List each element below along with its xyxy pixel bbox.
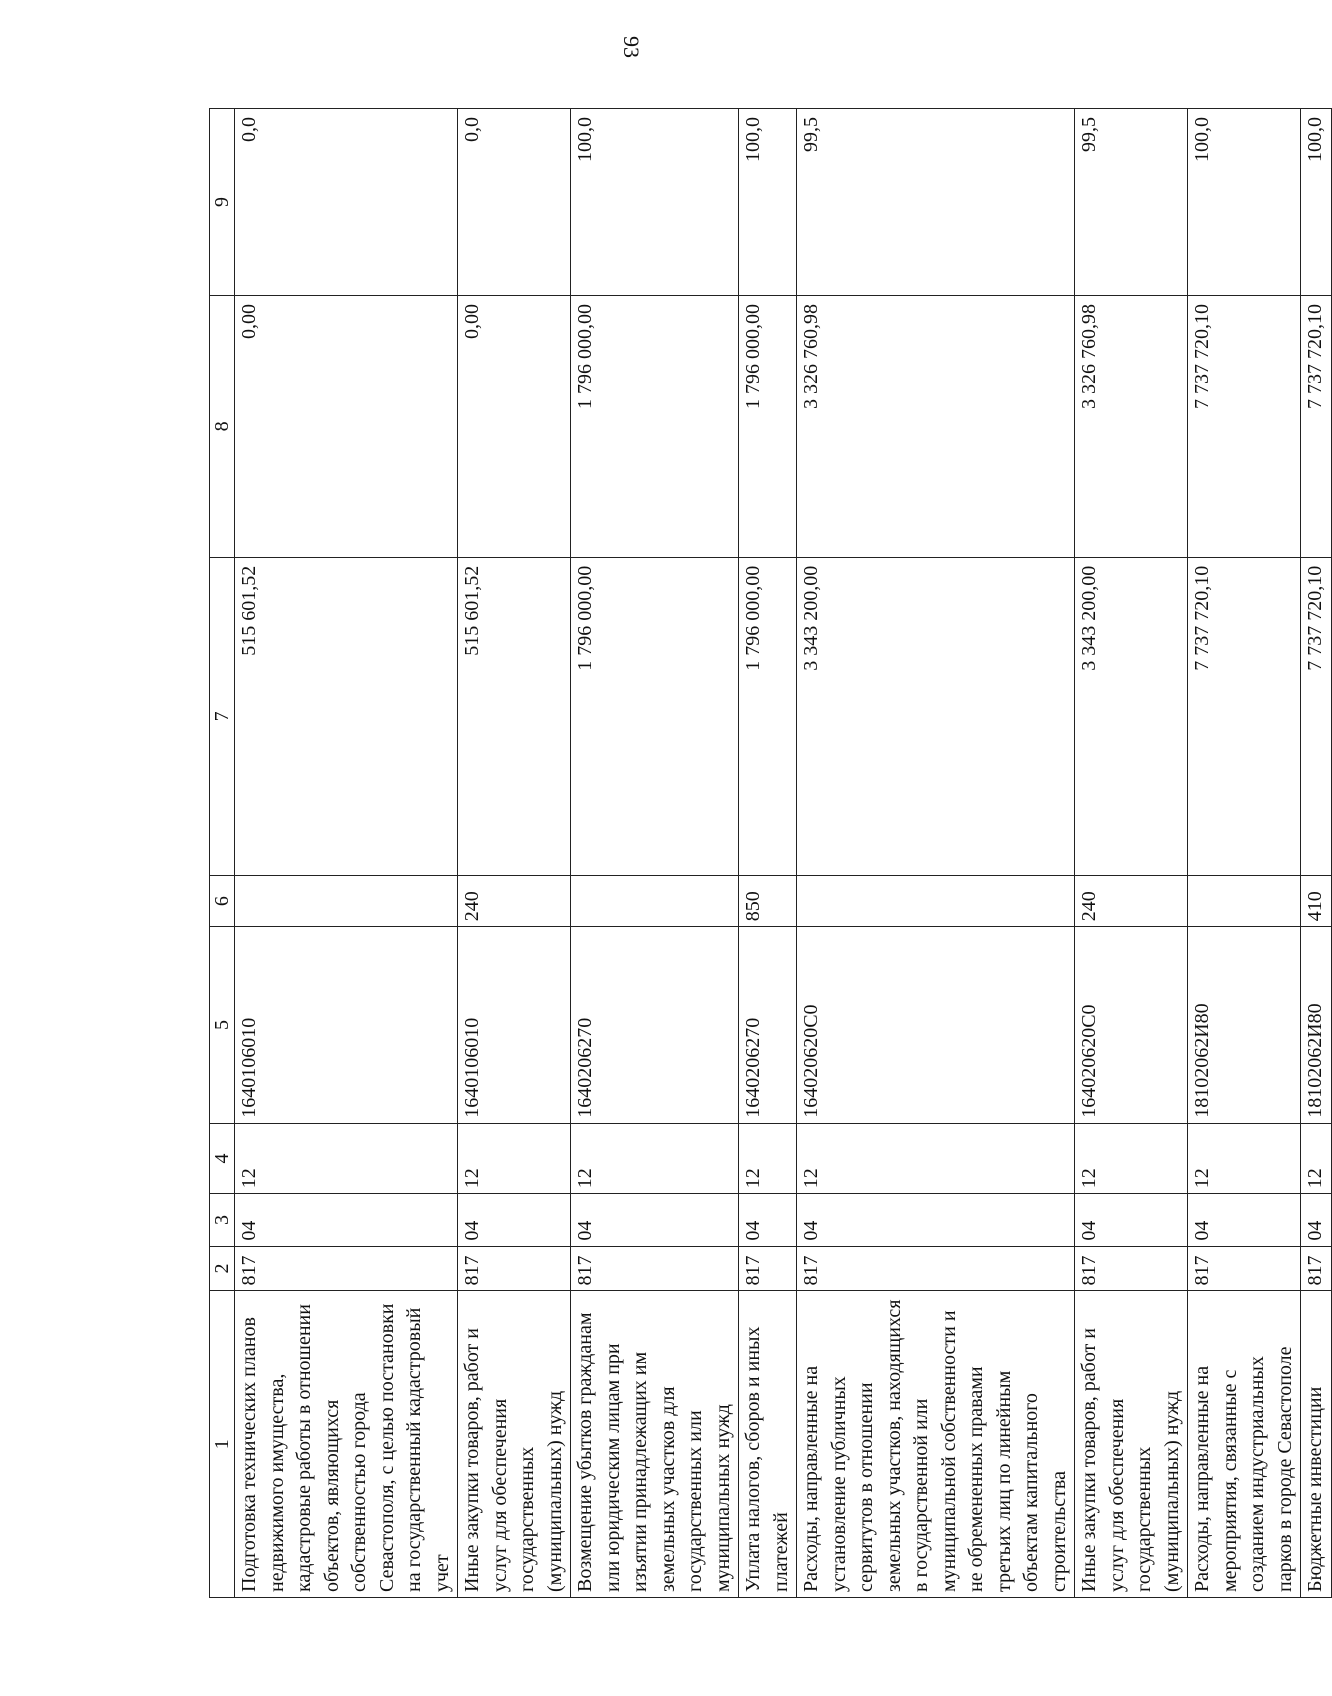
row-name: Расходы, направленные на мероприятия, связанные с созданием индустриальных парков в городе Севастополе xyxy=(1188,1291,1301,1598)
cell-target-article: 1640206270 xyxy=(571,927,739,1124)
cell-expense-type: 410 xyxy=(1301,875,1332,926)
cell-admin-code: 817 xyxy=(235,1246,458,1291)
cell-subsection: 12 xyxy=(235,1123,458,1193)
column-header: 5 xyxy=(210,927,235,1124)
table-row xyxy=(458,109,571,1598)
cell-target-article: 164020620С0 xyxy=(797,927,1075,1124)
cell-expense-type xyxy=(1188,875,1301,926)
cell-admin-code: 817 xyxy=(1301,1246,1332,1291)
cell-target-article: 18102062И80 xyxy=(1301,927,1332,1124)
cell-section: 04 xyxy=(797,1194,1075,1246)
cell-expense-type: 850 xyxy=(739,875,797,926)
cell-execution: 3 326 760,98 xyxy=(1075,296,1188,558)
header-row xyxy=(210,109,235,1598)
budget-table xyxy=(209,108,1332,1598)
table-row xyxy=(571,109,739,1598)
cell-section: 04 xyxy=(739,1194,797,1246)
cell-plan: 1 796 000,00 xyxy=(739,557,797,875)
column-header: 8 xyxy=(210,296,235,558)
table-row xyxy=(1075,109,1188,1598)
column-header: 1 xyxy=(210,1291,235,1598)
column-header: 6 xyxy=(210,875,235,926)
cell-plan: 7 737 720,10 xyxy=(1188,557,1301,875)
cell-target-article: 1640106010 xyxy=(458,927,571,1124)
column-header: 7 xyxy=(210,557,235,875)
cell-execution: 1 796 000,00 xyxy=(739,296,797,558)
cell-execution: 0,00 xyxy=(235,296,458,558)
page-number: 93 xyxy=(619,36,644,58)
cell-percent: 100,0 xyxy=(571,109,739,296)
cell-percent: 0,0 xyxy=(458,109,571,296)
table-row xyxy=(739,109,797,1598)
row-name: Подготовка технических планов недвижимого имущества, кадастровые работы в отношении объектов, являющихся собственностью города Севастополя, с целью постановки на государственный кадастровый учет xyxy=(235,1291,458,1598)
cell-execution: 3 326 760,98 xyxy=(797,296,1075,558)
cell-target-article: 1640206270 xyxy=(739,927,797,1124)
cell-target-article: 1640106010 xyxy=(235,927,458,1124)
cell-plan: 3 343 200,00 xyxy=(797,557,1075,875)
cell-subsection: 12 xyxy=(1075,1123,1188,1193)
cell-execution: 0,00 xyxy=(458,296,571,558)
column-header: 9 xyxy=(210,109,235,296)
cell-section: 04 xyxy=(458,1194,571,1246)
row-name: Бюджетные инвестиции xyxy=(1301,1291,1332,1598)
row-name: Возмещение убытков гражданам или юридическим лицам при изъятии принадлежащих им земельных участков для государственных или муниципальных нужд xyxy=(571,1291,739,1598)
cell-plan: 515 601,52 xyxy=(458,557,571,875)
cell-section: 04 xyxy=(1075,1194,1188,1246)
row-name: Иные закупки товаров, работ и услуг для обеспечения государственных (муниципальных) нужд xyxy=(458,1291,571,1598)
cell-target-article: 18102062И80 xyxy=(1188,927,1301,1124)
cell-admin-code: 817 xyxy=(1188,1246,1301,1291)
cell-expense-type: 240 xyxy=(1075,875,1188,926)
column-header: 3 xyxy=(210,1194,235,1246)
cell-subsection: 12 xyxy=(797,1123,1075,1193)
cell-expense-type: 240 xyxy=(458,875,571,926)
cell-expense-type xyxy=(571,875,739,926)
cell-expense-type xyxy=(235,875,458,926)
cell-subsection: 12 xyxy=(1188,1123,1301,1193)
cell-expense-type xyxy=(797,875,1075,926)
table-row xyxy=(235,109,458,1598)
table-row xyxy=(797,109,1075,1598)
cell-subsection: 12 xyxy=(1301,1123,1332,1193)
cell-admin-code: 817 xyxy=(458,1246,571,1291)
cell-admin-code: 817 xyxy=(797,1246,1075,1291)
column-header: 2 xyxy=(210,1246,235,1291)
cell-admin-code: 817 xyxy=(571,1246,739,1291)
cell-section: 04 xyxy=(235,1194,458,1246)
cell-execution: 7 737 720,10 xyxy=(1188,296,1301,558)
row-name: Иные закупки товаров, работ и услуг для обеспечения государственных (муниципальных) нужд xyxy=(1075,1291,1188,1598)
column-header: 4 xyxy=(210,1123,235,1193)
cell-admin-code: 817 xyxy=(739,1246,797,1291)
table-row xyxy=(1188,109,1301,1598)
cell-admin-code: 817 xyxy=(1075,1246,1188,1291)
cell-subsection: 12 xyxy=(458,1123,571,1193)
cell-percent: 100,0 xyxy=(739,109,797,296)
cell-percent: 0,0 xyxy=(235,109,458,296)
cell-percent: 100,0 xyxy=(1188,109,1301,296)
cell-execution: 7 737 720,10 xyxy=(1301,296,1332,558)
table-row xyxy=(1301,109,1332,1598)
cell-section: 04 xyxy=(1188,1194,1301,1246)
cell-section: 04 xyxy=(571,1194,739,1246)
cell-subsection: 12 xyxy=(739,1123,797,1193)
cell-plan: 3 343 200,00 xyxy=(1075,557,1188,875)
cell-execution: 1 796 000,00 xyxy=(571,296,739,558)
row-name: Расходы, направленные на установление публичных сервитутов в отношении земельных участков, находящихся в государственной или муниципальной собственности и не обремененных правами третьих лиц по линейным объектам капитального строительства xyxy=(797,1291,1075,1598)
cell-plan: 1 796 000,00 xyxy=(571,557,739,875)
row-name: Уплата налогов, сборов и иных платежей xyxy=(739,1291,797,1598)
cell-plan: 515 601,52 xyxy=(235,557,458,875)
cell-percent: 99,5 xyxy=(797,109,1075,296)
table-container xyxy=(209,108,1326,1598)
cell-percent: 100,0 xyxy=(1301,109,1332,296)
cell-subsection: 12 xyxy=(571,1123,739,1193)
cell-target-article: 164020620С0 xyxy=(1075,927,1188,1124)
cell-percent: 99,5 xyxy=(1075,109,1188,296)
cell-plan: 7 737 720,10 xyxy=(1301,557,1332,875)
cell-section: 04 xyxy=(1301,1194,1332,1246)
